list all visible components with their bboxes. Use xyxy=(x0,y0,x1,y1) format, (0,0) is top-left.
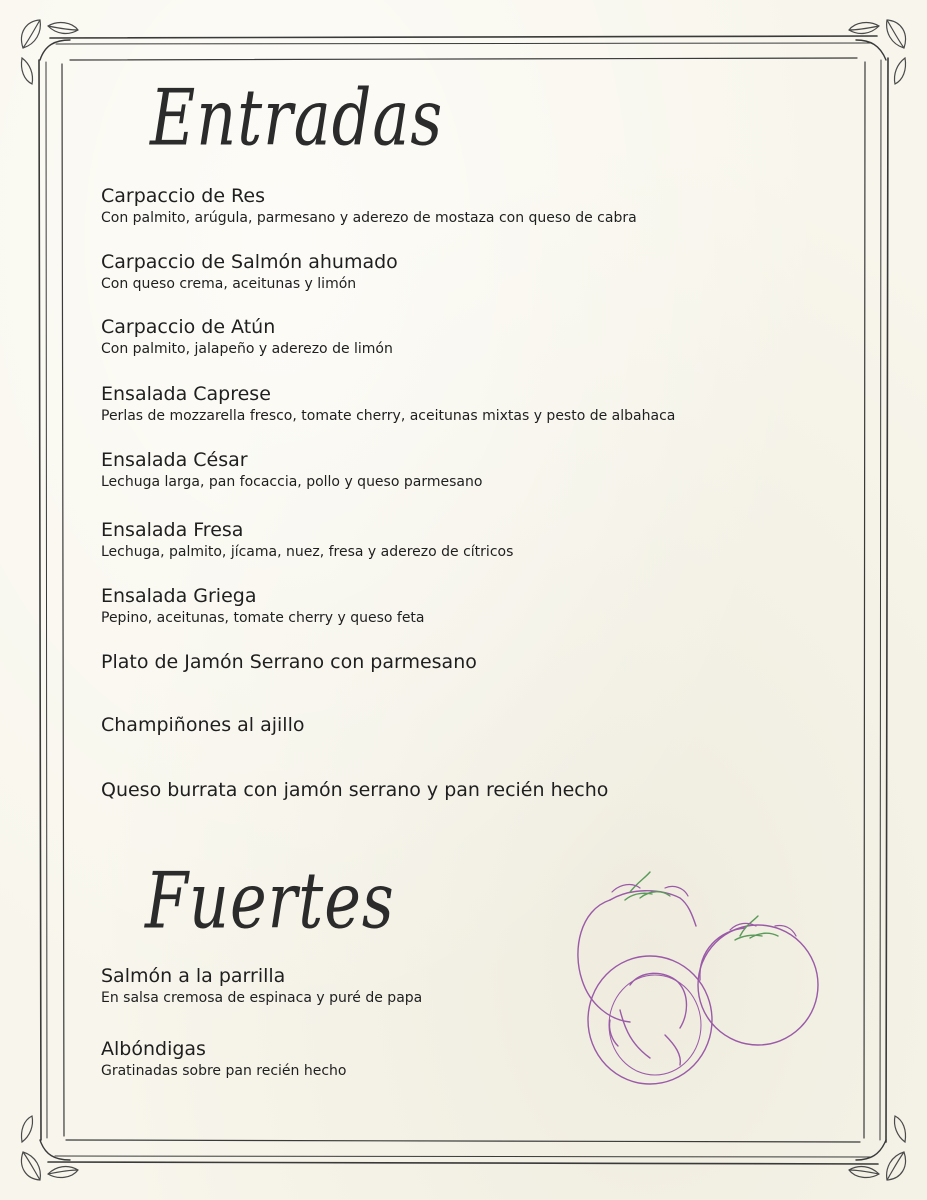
menu-item-name: Salmón a la parrilla xyxy=(101,965,286,987)
section-title-entradas: Entradas xyxy=(150,72,444,164)
menu-item-name: Ensalada Caprese xyxy=(101,383,271,405)
menu-item-description: Con queso crema, aceitunas y limón xyxy=(101,276,357,292)
menu-item-name: Albóndigas xyxy=(101,1038,206,1060)
menu-item-description: Perlas de mozzarella fresco, tomate cherry, aceitunas mixtas y pesto de albahaca xyxy=(101,408,676,424)
menu-item-name: Carpaccio de Salmón ahumado xyxy=(101,251,398,273)
menu-item xyxy=(101,184,801,228)
menu-item-name: Carpaccio de Res xyxy=(101,185,265,207)
menu-item xyxy=(101,650,801,674)
menu-item-name: Champiñones al ajillo xyxy=(101,714,305,736)
menu-item-description: Lechuga, palmito, jícama, nuez, fresa y aderezo de cítricos xyxy=(101,544,514,560)
menu-item-name: Ensalada Griega xyxy=(101,585,257,607)
menu-item-description: Pepino, aceitunas, tomate cherry y queso feta xyxy=(101,610,425,626)
menu-item-name: Ensalada Fresa xyxy=(101,519,244,541)
section-title-fuertes: Fuertes xyxy=(145,855,395,947)
menu-item-description: Gratinadas sobre pan recién hecho xyxy=(101,1063,347,1079)
menu-item xyxy=(101,315,801,359)
menu-item xyxy=(101,448,801,492)
menu-item xyxy=(101,713,801,737)
menu-item-description: Con palmito, jalapeño y aderezo de limón xyxy=(101,341,393,357)
menu-item xyxy=(101,778,801,802)
menu-item-description: Con palmito, arúgula, parmesano y aderezo de mostaza con queso de cabra xyxy=(101,210,637,226)
menu-item-description: En salsa cremosa de espinaca y puré de papa xyxy=(101,990,423,1006)
menu-item xyxy=(101,382,801,426)
menu-item xyxy=(101,518,801,562)
menu-item-name: Carpaccio de Atún xyxy=(101,316,276,338)
menu-item xyxy=(101,584,801,628)
menu-item-name: Queso burrata con jamón serrano y pan recién hecho xyxy=(101,779,609,801)
menu-item xyxy=(101,250,801,294)
menu-item-name: Plato de Jamón Serrano con parmesano xyxy=(101,651,477,673)
tomato-illustration-icon xyxy=(570,870,840,1100)
menu-item-description: Lechuga larga, pan focaccia, pollo y queso parmesano xyxy=(101,474,483,490)
menu-item-name: Ensalada César xyxy=(101,449,248,471)
